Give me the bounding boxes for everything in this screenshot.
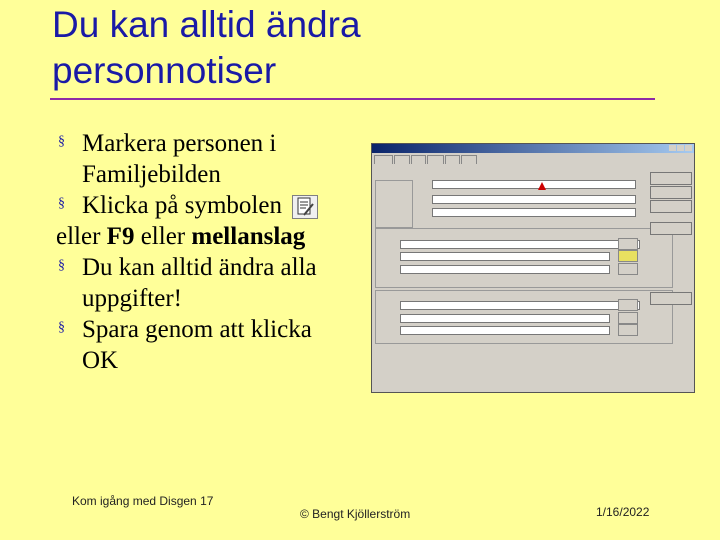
bullet-1-line-1: Markera personen i xyxy=(82,130,277,157)
name-panel xyxy=(375,180,413,228)
bullet-3-key-f9: F9 xyxy=(106,223,135,250)
death-place-button xyxy=(618,312,638,324)
tab xyxy=(374,155,393,164)
cancel-button xyxy=(650,186,692,199)
person-dialog-screenshot xyxy=(371,143,695,393)
cursor-icon xyxy=(538,182,546,190)
window-controls xyxy=(669,145,692,151)
more-button xyxy=(650,222,692,235)
bullet-item-5 xyxy=(56,314,356,376)
title-line-1: Du kan alltid ändra xyxy=(52,4,361,45)
death-source-field xyxy=(400,326,610,335)
bullet-item-1 xyxy=(56,128,356,190)
birth-source-field xyxy=(400,265,610,274)
bullet-marker-icon: § xyxy=(58,196,65,211)
death-place-field xyxy=(400,314,610,323)
side-button xyxy=(650,292,692,305)
bullet-5-line-1: Spara genom att klicka xyxy=(82,316,312,343)
bullet-marker-icon: § xyxy=(58,258,65,273)
surname-field xyxy=(432,195,636,204)
bullet-3-pre: eller xyxy=(56,223,107,250)
bullet-marker-icon: § xyxy=(58,134,65,149)
tab xyxy=(411,155,426,164)
dialog-tabs xyxy=(374,155,478,164)
birth-place-field xyxy=(400,252,610,261)
bullet-4-line-2: uppgifter! xyxy=(82,285,182,312)
birth-extra-button xyxy=(618,263,638,275)
bullet-5-line-2: OK xyxy=(82,347,119,374)
birth-place-button xyxy=(618,250,638,262)
birth-date-field xyxy=(400,240,640,249)
bullet-item-2 xyxy=(56,190,356,221)
bullet-item-3 xyxy=(56,221,356,252)
bullet-marker-icon: § xyxy=(58,320,65,335)
tab xyxy=(445,155,460,164)
bullet-2-text: Klicka på symbolen xyxy=(82,192,282,219)
dialog-titlebar xyxy=(372,144,694,153)
footer-left: Kom igång med Disgen 17 xyxy=(72,494,214,508)
death-extra-button xyxy=(618,324,638,336)
ok-button xyxy=(650,172,692,185)
footer-date: 1/16/2022 xyxy=(596,505,650,519)
bullet-4-line-1: Du kan alltid ändra alla xyxy=(82,254,317,281)
birth-source-button xyxy=(618,238,638,250)
edit-note-icon xyxy=(292,195,318,219)
bullet-1-line-2: Familjebilden xyxy=(82,161,221,188)
death-date-button xyxy=(618,299,638,311)
death-date-field xyxy=(400,301,640,310)
slide-title xyxy=(52,2,652,94)
bullet-3-mid: eller xyxy=(134,223,192,250)
name-field xyxy=(432,180,636,189)
place-field xyxy=(432,208,636,217)
tab xyxy=(461,155,477,164)
title-line-2: personnotiser xyxy=(52,50,277,91)
bullet-item-4 xyxy=(56,252,356,314)
bullet-3-key-space: mellanslag xyxy=(191,223,306,250)
footer-center: © Bengt Kjöllerström xyxy=(300,507,411,521)
tab xyxy=(427,155,443,164)
title-underline xyxy=(50,98,655,100)
bullet-list xyxy=(56,128,356,376)
tab xyxy=(394,155,410,164)
help-button xyxy=(650,200,692,213)
